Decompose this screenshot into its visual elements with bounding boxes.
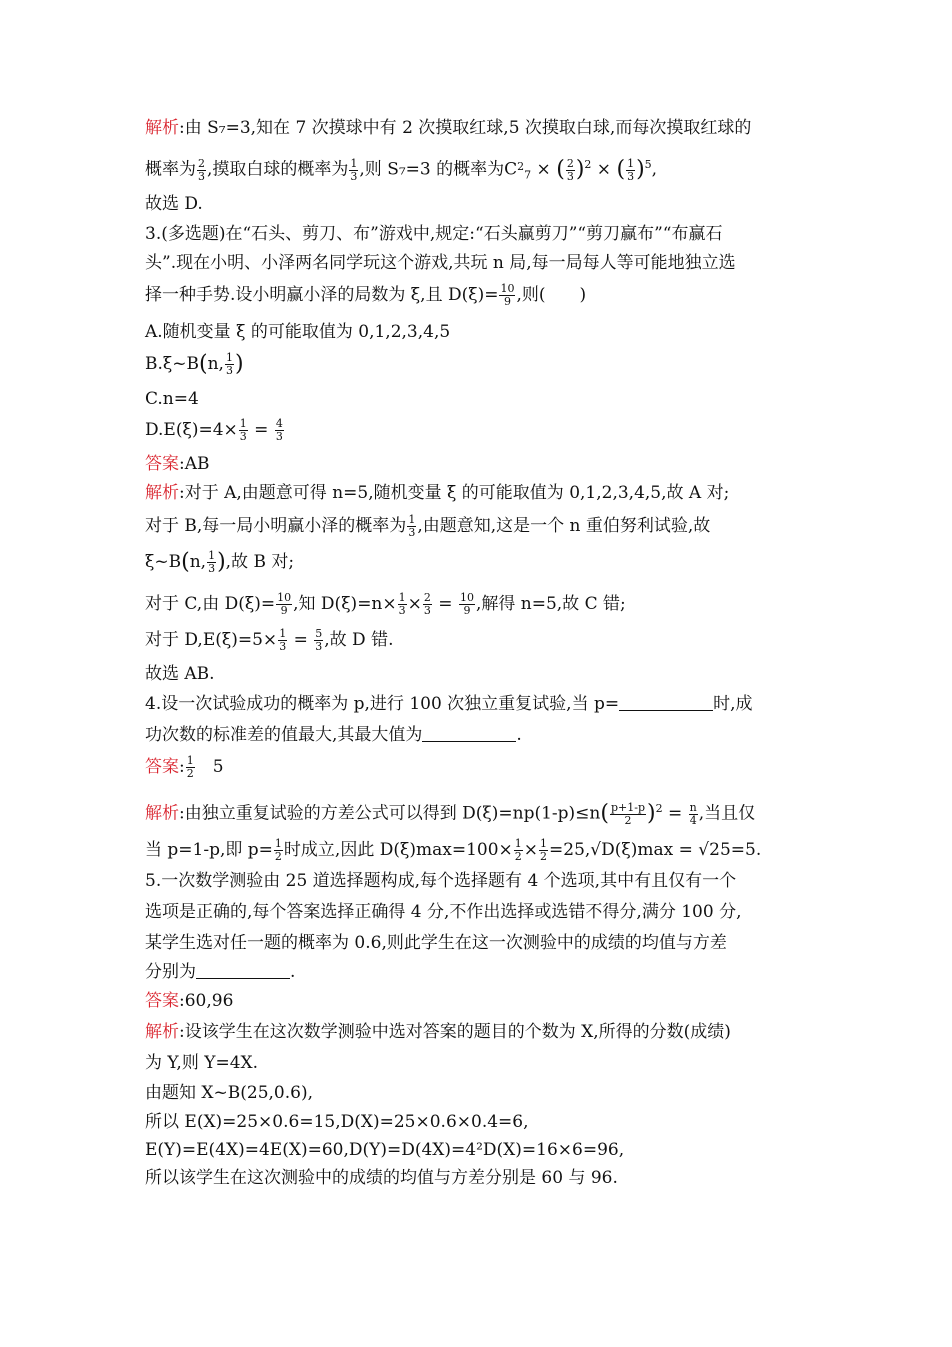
question-5-line-2 xyxy=(145,900,810,924)
analysis-line-2: 概率为 $\frac{2}{3}$ ,摸取白球的概率为 $\frac{1}{3}$ ,则 S₇=3 的概率为$C^2_7$ × ( $\frac{2}{3}$ )$^2$ × ( $\frac{1}{3}$ )$^5$, xyxy=(145,156,658,183)
text: 故选 D. xyxy=(145,194,203,214)
exponent: 2 xyxy=(584,158,592,171)
fraction xyxy=(278,628,287,653)
analysis-line-1 xyxy=(145,116,810,140)
numerator: 5 xyxy=(315,627,323,640)
answer-blank[interactable] xyxy=(196,962,290,979)
text: 功次数的标准差的值最大,其最大值为 xyxy=(145,725,423,745)
question-3-line-3 xyxy=(145,283,810,308)
text: . xyxy=(516,725,522,745)
text: 为 Y,则 Y=4X. xyxy=(145,1053,259,1073)
analysis-label: 解析 xyxy=(145,483,179,503)
question-5-line-1 xyxy=(145,869,810,893)
analysis-line-3 xyxy=(145,192,810,216)
fraction xyxy=(275,418,284,443)
analysis-5-line-2 xyxy=(145,1051,810,1075)
text: =25,√D(ξ)max = √25=5. xyxy=(549,840,762,860)
question-5-line-3 xyxy=(145,931,810,955)
denominator: 2 xyxy=(274,850,282,863)
numerator: 1 xyxy=(540,837,548,850)
explanation-line-2 xyxy=(145,514,810,539)
denominator: 2 xyxy=(540,850,548,863)
analysis-4-line-1: 解析:由独立重复试验的方差公式可以得到 D(ξ)=np(1-p)≤n( $\frac{p+1-p}{2}$ )$^2$ = $\frac{n}{4}$ ,当且仅 xyxy=(145,800,756,827)
numerator: n xyxy=(689,800,697,814)
explanation-line-6 xyxy=(145,662,810,686)
analysis-5-line-4 xyxy=(145,1110,810,1134)
denominator: 2 xyxy=(624,813,632,827)
denominator: 9 xyxy=(463,604,471,617)
answer-3 xyxy=(145,452,810,476)
denominator: 3 xyxy=(350,169,358,183)
fraction xyxy=(539,838,548,863)
numerator: 10 xyxy=(500,282,515,295)
explanation-line-3: ξ~B(n, $\frac{1}{3}$ ),故 B 对; xyxy=(145,549,295,575)
answer-5 xyxy=(145,989,810,1013)
text: :由 S₇=3,知在 7 次摸球中有 2 次摸取红球,5 次摸取白球,而每次摸取红球的 xyxy=(179,118,752,138)
text: :设该学生在这次数学测验中选对答案的题目的个数为 X,所得的分数(成绩) xyxy=(179,1022,731,1042)
answer-label: 答案 xyxy=(145,757,179,777)
exponent: 5 xyxy=(644,158,652,171)
numerator: p+1-p xyxy=(610,800,645,814)
numerator: 2 xyxy=(566,156,574,170)
answer-label: 答案 xyxy=(145,991,179,1011)
text: 4.设一次试验成功的概率为 p,进行 100 次独立重复试验,当 p= xyxy=(145,694,620,714)
combination-bottom: 7 xyxy=(524,168,532,182)
exponent: 2 xyxy=(655,802,663,815)
fraction xyxy=(197,158,206,183)
numerator: 1 xyxy=(350,156,358,170)
text: 5 xyxy=(195,757,224,777)
denominator: 3 xyxy=(225,364,233,377)
numerator: 1 xyxy=(225,351,233,364)
analysis-label: 解析 xyxy=(145,118,179,138)
denominator: 9 xyxy=(280,604,288,617)
analysis-4-line-2 xyxy=(145,838,810,863)
text: = xyxy=(288,630,314,650)
question-4-line-2 xyxy=(145,723,810,747)
fraction xyxy=(314,628,323,653)
fraction xyxy=(186,755,195,780)
text: = xyxy=(662,803,688,824)
text: 择一种手势.设小明赢小泽的局数为 ξ,且 D(ξ)= xyxy=(145,285,499,305)
text: ,解得 n=5,故 C 错; xyxy=(475,594,626,614)
analysis-5-line-3 xyxy=(145,1081,810,1105)
text: ,故 B 对; xyxy=(225,552,295,572)
denominator: 4 xyxy=(689,813,697,827)
fraction xyxy=(514,838,523,863)
fraction xyxy=(398,592,407,617)
text: 时,成 xyxy=(713,694,753,714)
explanation-line-1 xyxy=(145,481,810,505)
text: ξ~B xyxy=(145,552,182,572)
denominator: 3 xyxy=(566,169,574,183)
analysis-label: 解析 xyxy=(145,1022,179,1042)
answer-4 xyxy=(145,755,810,780)
question-5-line-4 xyxy=(145,960,810,984)
answer-label: 答案 xyxy=(145,454,179,474)
text: 对于 D,E(ξ)=5× xyxy=(145,630,278,650)
option-c xyxy=(145,387,810,411)
numerator: 2 xyxy=(423,591,431,604)
denominator: 9 xyxy=(503,295,511,308)
text: 所以该学生在这次测验中的成绩的均值与方差分别是 60 与 96. xyxy=(145,1168,618,1188)
text: 所以 E(X)=25×0.6=15,D(X)=25×0.6×0.4=6, xyxy=(145,1112,529,1132)
text: B.ξ~B xyxy=(145,354,199,374)
option-b: B.ξ~B(n, $\frac{1}{3}$ ) xyxy=(145,351,244,377)
question-4-line-1 xyxy=(145,692,810,716)
analysis-5-line-6 xyxy=(145,1166,810,1190)
fraction xyxy=(499,283,515,308)
text: D.E(ξ)=4× xyxy=(145,420,238,440)
text: = xyxy=(432,594,458,614)
numerator: 1 xyxy=(208,549,216,562)
denominator: 3 xyxy=(627,169,635,183)
fraction xyxy=(225,352,234,377)
fraction xyxy=(689,802,698,827)
explanation-line-5 xyxy=(145,628,810,653)
option-d: D.E(ξ)=4× $\frac{1}{3}$ = $\frac{4}{3}$ xyxy=(145,417,283,443)
denominator: 2 xyxy=(514,850,522,863)
text: , xyxy=(651,159,658,180)
text: 分别为 xyxy=(145,962,196,982)
text: 5.一次数学测验由 25 道选择题构成,每个选择题有 4 个选项,其中有且仅有一个 xyxy=(145,871,737,891)
combination-top: 2 xyxy=(517,159,525,173)
denominator: 3 xyxy=(423,604,431,617)
text: C.n=4 xyxy=(145,389,199,409)
denominator: 3 xyxy=(408,526,416,539)
text: A.随机变量 ξ 的可能取值为 0,1,2,3,4,5 xyxy=(145,322,451,342)
numerator: 1 xyxy=(408,513,416,526)
fraction xyxy=(459,592,475,617)
question-3-line-1 xyxy=(145,222,810,246)
text: :对于 A,由题意可得 n=5,随机变量 ξ 的可能取值为 0,1,2,3,4,5,故 A 对; xyxy=(179,483,730,503)
explanation-line-4 xyxy=(145,592,810,617)
numerator: 1 xyxy=(514,837,522,850)
text: ,知 D(ξ)=n× xyxy=(293,594,397,614)
option-a xyxy=(145,320,810,344)
denominator: 3 xyxy=(275,430,283,443)
denominator: 2 xyxy=(186,767,194,780)
numerator: 1 xyxy=(279,627,287,640)
combination-index xyxy=(517,159,532,182)
analysis-5-line-5 xyxy=(145,1138,810,1162)
text: × xyxy=(523,840,539,860)
text: 故选 AB. xyxy=(145,664,215,684)
numerator: 1 xyxy=(398,591,406,604)
text: n, xyxy=(189,552,207,572)
denominator: 3 xyxy=(239,430,247,443)
text: × xyxy=(531,159,557,180)
text: 时成立,因此 D(ξ)max=100× xyxy=(283,840,513,860)
text: : xyxy=(179,757,185,777)
text: . xyxy=(290,962,296,982)
fraction xyxy=(207,550,216,575)
denominator: 3 xyxy=(315,640,323,653)
text: 对于 B,每一局小明赢小泽的概率为 xyxy=(145,516,407,536)
text: ,摸取白球的概率为 xyxy=(207,159,349,180)
numerator: 10 xyxy=(277,591,292,604)
text: E(Y)=E(4X)=4E(X)=60,D(Y)=D(4X)=4²D(X)=16×6=96, xyxy=(145,1140,625,1160)
analysis-5-line-1 xyxy=(145,1020,810,1044)
fraction xyxy=(423,592,432,617)
fraction xyxy=(349,158,358,183)
fraction xyxy=(566,158,575,183)
text: × xyxy=(591,159,617,180)
text: × xyxy=(407,594,422,614)
numerator: 4 xyxy=(275,417,283,430)
fraction xyxy=(626,158,635,183)
text: 头”.现在小明、小泽两名同学玩这个游戏,共玩 n 局,每一局每人等可能地独立选 xyxy=(145,253,736,273)
fraction xyxy=(274,838,283,863)
text: :由独立重复试验的方差公式可以得到 D(ξ)=np(1-p)≤n xyxy=(179,803,601,824)
text: ,故 D 错. xyxy=(324,630,394,650)
text: ,由题意知,这是一个 n 重伯努利试验,故 xyxy=(417,516,711,536)
answer-blank[interactable] xyxy=(619,694,713,711)
numerator: 2 xyxy=(198,156,205,170)
text: 由题知 X~B(25,0.6), xyxy=(145,1083,313,1103)
question-3-line-2 xyxy=(145,251,810,275)
text: n, xyxy=(207,354,224,374)
fraction xyxy=(276,592,292,617)
text: 某学生选对任一题的概率为 0.6,则此学生在这一次测验中的成绩的均值与方差 xyxy=(145,933,727,953)
text: :AB xyxy=(179,454,210,474)
analysis-label: 解析 xyxy=(145,803,179,824)
fraction xyxy=(610,802,646,827)
text: ,当且仅 xyxy=(698,803,756,824)
text: 选项是正确的,每个答案选择正确得 4 分,不作出选择或选错不得分,满分 100 分, xyxy=(145,902,742,922)
text: 概率为 xyxy=(145,159,196,180)
denominator: 3 xyxy=(198,169,205,183)
numerator: 1 xyxy=(239,417,247,430)
text: 对于 C,由 D(ξ)= xyxy=(145,594,276,614)
numerator: 10 xyxy=(459,591,474,604)
fraction xyxy=(239,418,248,443)
text: 当 p=1-p,即 p= xyxy=(145,840,273,860)
denominator: 3 xyxy=(398,604,406,617)
fraction xyxy=(407,514,416,539)
numerator: 1 xyxy=(186,754,194,767)
denominator: 3 xyxy=(279,640,287,653)
text: ,则( ) xyxy=(516,285,587,305)
text: :60,96 xyxy=(179,991,234,1011)
denominator: 3 xyxy=(208,562,216,575)
numerator: 1 xyxy=(627,156,635,170)
numerator: 1 xyxy=(274,837,282,850)
text: ,则 S₇=3 的概率为C xyxy=(359,159,518,180)
text: 3.(多选题)在“石头、剪刀、布”游戏中,规定:“石头赢剪刀”“剪刀赢布”“布赢石 xyxy=(145,224,723,244)
answer-blank[interactable] xyxy=(422,725,516,742)
